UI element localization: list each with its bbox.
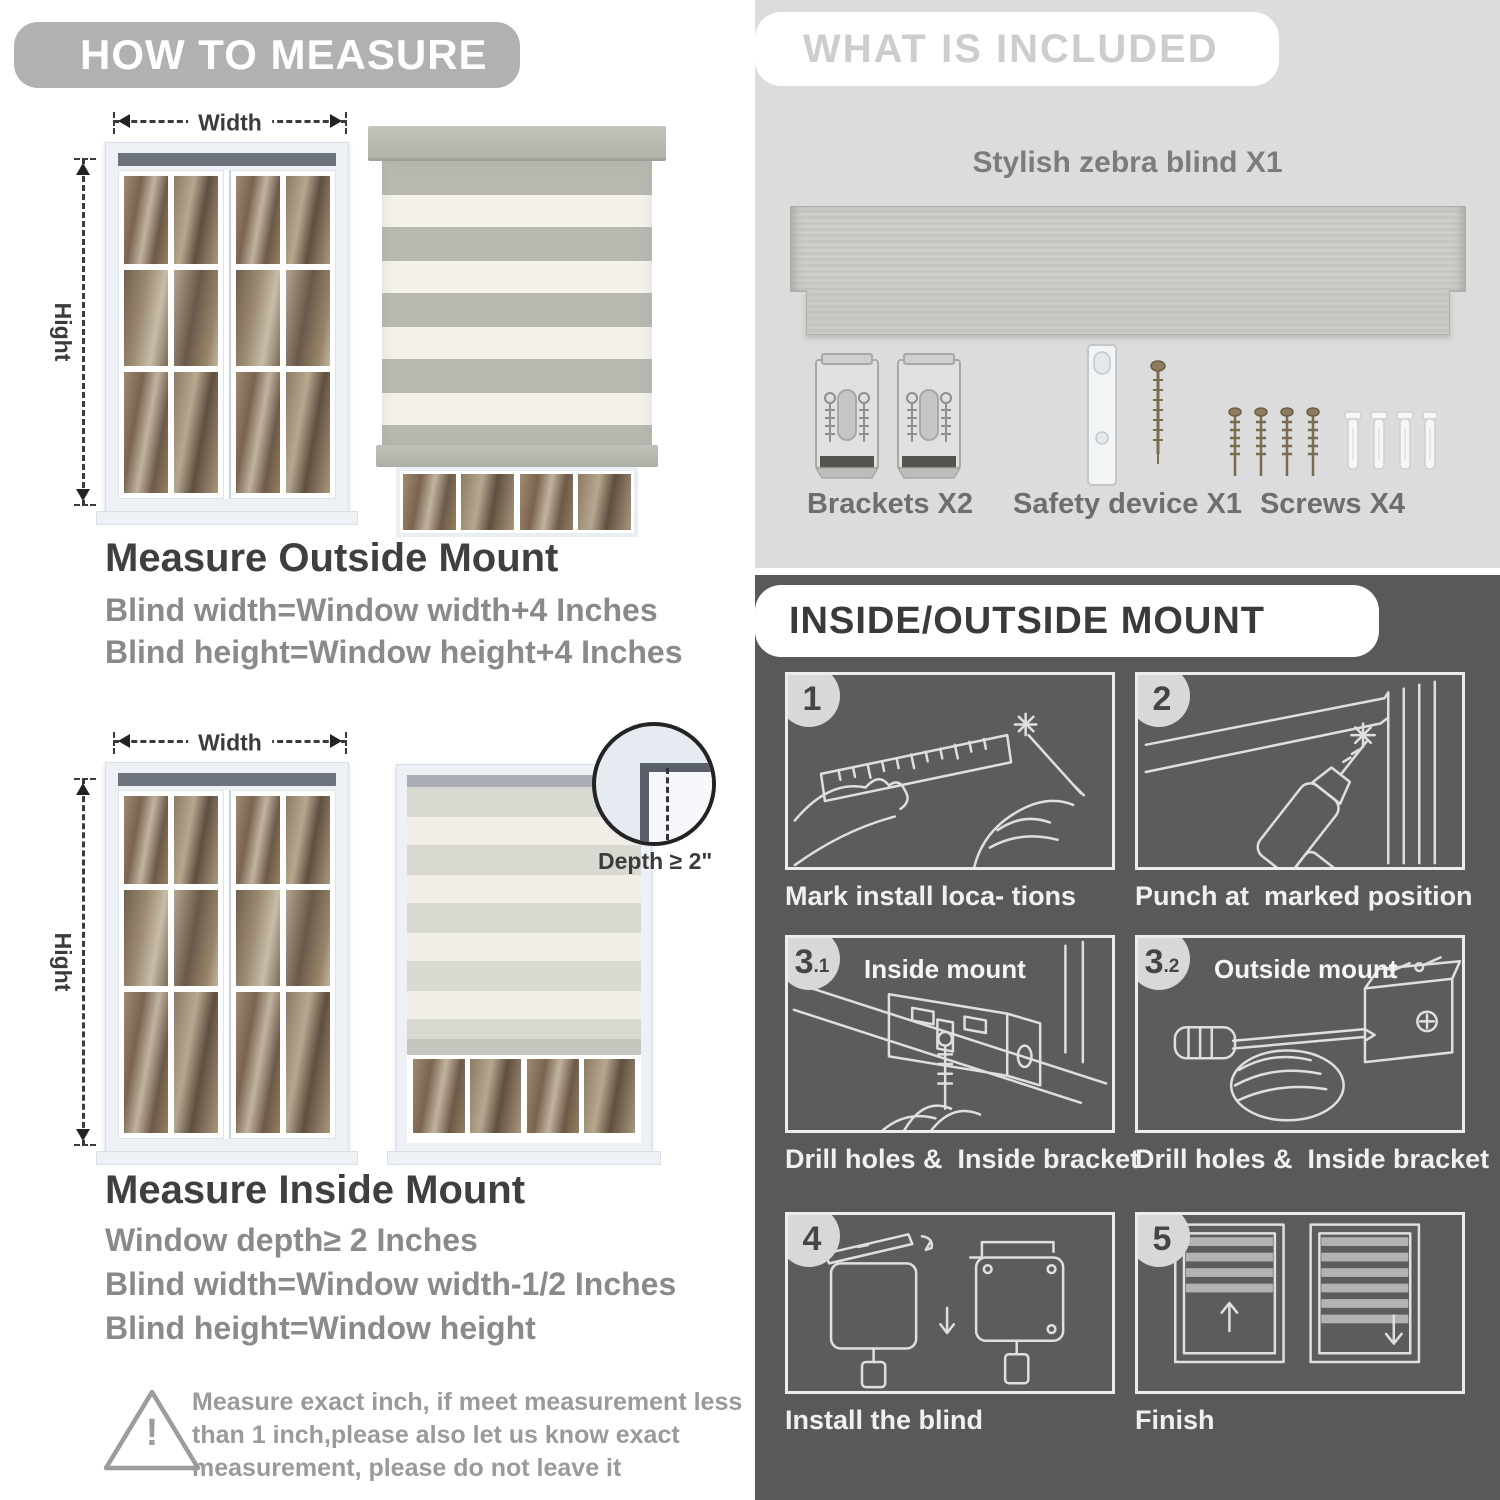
window-pane <box>584 1059 636 1133</box>
screws-label: Screws X4 <box>1259 488 1406 520</box>
window-pane <box>286 176 330 264</box>
step-number-badge: 3 .2 <box>1135 935 1190 990</box>
window-pane <box>286 890 330 986</box>
window-corner-detail <box>640 763 716 846</box>
step-4 <box>785 1212 1115 1436</box>
window-pane <box>174 176 218 264</box>
step-box-title: Inside mount <box>864 954 1026 984</box>
window-pane <box>527 1059 579 1133</box>
mount-title: INSIDE/OUTSIDE MOUNT <box>789 599 1266 642</box>
window-sill <box>387 1151 661 1165</box>
step-number-badge: 3 .1 <box>785 935 840 990</box>
blind-fabric-stripes <box>407 787 641 1039</box>
step-caption: Install the blind <box>785 1405 984 1435</box>
safety-device-label: Safety device X1 <box>1013 488 1242 520</box>
step-caption: Drill holes & Inside bracket <box>785 1144 1140 1174</box>
product-label: Stylish zebra blind X1 <box>972 146 1283 179</box>
how-to-measure-title: HOW TO MEASURE <box>80 31 488 78</box>
width-dimension-arrow-inside <box>113 729 347 756</box>
step-caption: Finish <box>1135 1405 1215 1435</box>
step-number-badge: 1 <box>785 672 840 727</box>
depth-label: Depth ≥ 2" <box>598 848 713 874</box>
window-pane <box>124 796 168 884</box>
window-pane <box>286 992 330 1133</box>
window-sash <box>118 170 224 499</box>
blind-cassette <box>368 126 666 161</box>
bracket-icon <box>810 350 884 482</box>
blind-fabric-stripes <box>382 161 652 445</box>
window-below-blind <box>396 467 638 537</box>
window-pane <box>403 474 456 530</box>
window-pane <box>174 890 218 986</box>
warning-text-line3: measurement, please do not leave it <box>192 1454 622 1482</box>
height-dimension-arrow-inside <box>50 778 85 1146</box>
window-pane <box>236 270 280 366</box>
depth-dashed-line <box>666 768 669 840</box>
step-caption: Drill holes & Inside bracket <box>1135 1144 1490 1174</box>
step-1 <box>785 672 1115 912</box>
inside-formula-depth: Window depth≥ 2 Inches <box>105 1222 478 1258</box>
window-pane <box>470 1059 522 1133</box>
window-illustration-outside <box>105 142 349 514</box>
arrow-up-icon <box>76 776 90 795</box>
window-pane <box>413 1059 465 1133</box>
height-label: Hight <box>49 295 76 370</box>
brackets-label: Brackets X2 <box>806 488 974 520</box>
window-illustration-inside <box>105 762 349 1154</box>
window-pane <box>286 796 330 884</box>
window-pane <box>236 890 280 986</box>
window-pane <box>578 474 631 530</box>
step-3-2 <box>1135 935 1490 1175</box>
inside-mount-heading: Measure Inside Mount <box>105 1168 526 1212</box>
step-caption: Punch at marked position <box>1135 881 1473 911</box>
outside-formula-width: Blind width=Window width+4 Inches <box>105 592 658 628</box>
step-number-badge: 5 <box>1135 1212 1190 1267</box>
width-label: Width <box>188 729 272 756</box>
warning-text-line1: Measure exact inch, if meet measurement less <box>192 1388 743 1416</box>
window-pane <box>124 270 168 366</box>
arrow-up-icon <box>76 156 90 175</box>
window-pane <box>174 796 218 884</box>
window-pane <box>124 992 168 1133</box>
arrow-down-icon <box>76 489 90 508</box>
step-number-badge: 4 <box>785 1212 840 1267</box>
arrow-right-icon <box>330 114 349 128</box>
inside-formula-width: Blind width=Window width-1/2 Inches <box>105 1266 677 1302</box>
window-pane <box>286 372 330 493</box>
outside-formula-height: Blind height=Window height+4 Inches <box>105 634 683 670</box>
window-pane <box>236 796 280 884</box>
window-pane <box>174 270 218 366</box>
window-sill <box>96 511 358 525</box>
window-pane <box>520 474 573 530</box>
arrow-left-icon <box>111 114 130 128</box>
window-sash <box>229 170 336 499</box>
screws-and-anchors-icon <box>1225 406 1437 484</box>
warning-exclamation: ! <box>145 1412 159 1454</box>
blind-headrail <box>118 153 336 166</box>
window-pane <box>124 176 168 264</box>
width-label: Width <box>188 109 272 136</box>
step-3-1 <box>785 935 1140 1175</box>
safety-device-icon <box>1085 342 1119 488</box>
zebra-blind-illustration-outside <box>368 126 666 524</box>
how-to-measure-banner <box>14 22 520 88</box>
window-pane <box>236 372 280 493</box>
step-2 <box>1135 672 1473 912</box>
blind-bottom-rail <box>376 445 658 467</box>
blind-bottom-rail <box>407 1039 641 1055</box>
blind-cassette-product <box>790 206 1466 292</box>
mount-banner <box>755 585 1379 657</box>
window-pane <box>286 270 330 366</box>
step-5 <box>1135 1212 1465 1436</box>
window-pane <box>124 372 168 493</box>
step-caption: Mark install loca- tions <box>785 881 1077 911</box>
window-sash <box>229 790 336 1139</box>
what-is-included-title: WHAT IS INCLUDED <box>803 26 1219 71</box>
screw-icon <box>1148 356 1168 468</box>
what-is-included-banner <box>755 12 1279 86</box>
step-number-badge: 2 <box>1135 672 1190 727</box>
arrow-right-icon <box>330 734 349 748</box>
window-pane <box>236 176 280 264</box>
arrow-down-icon <box>76 1129 90 1148</box>
window-pane <box>124 890 168 986</box>
depth-magnifier-icon <box>592 722 716 846</box>
step-box-title: Outside mount <box>1214 954 1398 984</box>
bracket-icon <box>892 350 966 482</box>
outside-mount-heading: Measure Outside Mount <box>105 536 559 580</box>
window-pane <box>174 372 218 493</box>
window-pane <box>461 474 514 530</box>
window-below-blind <box>407 1055 641 1137</box>
window-sill <box>96 1151 358 1165</box>
width-dimension-arrow-outside <box>113 109 347 136</box>
blind-valance-product <box>806 290 1450 335</box>
window-sash <box>118 790 224 1139</box>
window-pane <box>236 992 280 1133</box>
blind-headrail <box>118 773 336 786</box>
window-pane <box>174 992 218 1133</box>
warning-text-line2: than 1 inch,please also let us know exact <box>192 1421 680 1449</box>
arrow-left-icon <box>111 734 130 748</box>
inside-formula-height: Blind height=Window height <box>105 1310 536 1346</box>
height-dimension-arrow-outside <box>50 158 85 506</box>
height-label: Hight <box>49 925 76 1000</box>
